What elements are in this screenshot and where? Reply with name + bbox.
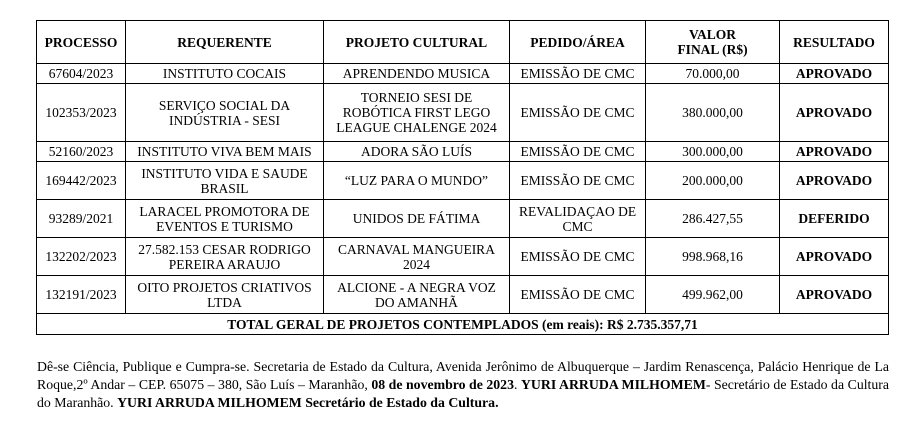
cell-processo: 132202/2023	[37, 238, 126, 276]
footer-date: 08 de novembro de 2023	[371, 377, 514, 392]
cell-processo: 52160/2023	[37, 142, 126, 162]
cell-requerente: 27.582.153 CESAR RODRIGO PEREIRA ARAUJO	[126, 238, 324, 276]
cell-valor: 998.968,16	[646, 238, 780, 276]
header-valor-line2: FINAL (R$)	[677, 42, 748, 57]
cell-processo: 93289/2021	[37, 200, 126, 238]
cell-processo: 102353/2023	[37, 84, 126, 142]
header-requerente: REQUERENTE	[126, 21, 324, 64]
cell-pedido: EMISSÃO DE CMC	[510, 238, 646, 276]
cell-requerente: INSTITUTO COCAIS	[126, 64, 324, 84]
cell-requerente: LARACEL PROMOTORA DE EVENTOS E TURISMO	[126, 200, 324, 238]
table-header-row	[37, 21, 889, 64]
cell-projeto: ALCIONE - A NEGRA VOZ DO AMANHÃ	[324, 276, 510, 314]
cell-valor: 286.427,55	[646, 200, 780, 238]
cell-projeto: TORNEIO SESI DE ROBÓTICA FIRST LEGO LEAGUE CHALENGE 2024	[324, 84, 510, 142]
cell-pedido: EMISSÃO DE CMC	[510, 162, 646, 200]
projects-table	[36, 20, 889, 335]
cell-pedido: EMISSÃO DE CMC	[510, 84, 646, 142]
cell-resultado: APROVADO	[780, 276, 889, 314]
cell-projeto: APRENDENDO MUSICA	[324, 64, 510, 84]
table-row	[37, 142, 889, 162]
cell-valor: 380.000,00	[646, 84, 780, 142]
footer-text-3: - Secretário de Estado da Cultura do Maranhão.	[37, 377, 889, 410]
cell-valor: 300.000,00	[646, 142, 780, 162]
table-row	[37, 84, 889, 142]
cell-pedido: EMISSÃO DE CMC	[510, 276, 646, 314]
cell-projeto: ADORA SÃO LUÍS	[324, 142, 510, 162]
footer-signature: YURI ARRUDA MILHOMEM Secretário de Estado da Cultura.	[117, 395, 499, 410]
table-row	[37, 64, 889, 84]
table-row	[37, 162, 889, 200]
table-row	[37, 200, 889, 238]
cell-pedido: EMISSÃO DE CMC	[510, 142, 646, 162]
cell-requerente: OITO PROJETOS CRIATIVOS LTDA	[126, 276, 324, 314]
cell-processo: 132191/2023	[37, 276, 126, 314]
cell-valor: 70.000,00	[646, 64, 780, 84]
table-row	[37, 276, 889, 314]
cell-pedido: EMISSÃO DE CMC	[510, 64, 646, 84]
table-row	[37, 238, 889, 276]
header-valor	[646, 21, 780, 64]
footer-paragraph	[37, 358, 889, 412]
header-pedido: PEDIDO/ÁREA	[510, 21, 646, 64]
cell-resultado: DEFERIDO	[780, 200, 889, 238]
header-resultado: RESULTADO	[780, 21, 889, 64]
cell-projeto: CARNAVAL MANGUEIRA 2024	[324, 238, 510, 276]
cell-projeto: “LUZ PARA O MUNDO”	[324, 162, 510, 200]
cell-resultado: APROVADO	[780, 64, 889, 84]
total-cell: TOTAL GERAL DE PROJETOS CONTEMPLADOS (em reais): R$ 2.735.357,71	[37, 314, 889, 335]
header-valor-line1: VALOR	[688, 27, 736, 42]
cell-resultado: APROVADO	[780, 142, 889, 162]
cell-resultado: APROVADO	[780, 238, 889, 276]
cell-resultado: APROVADO	[780, 84, 889, 142]
cell-pedido: REVALIDAÇAO DE CMC	[510, 200, 646, 238]
cell-resultado: APROVADO	[780, 162, 889, 200]
footer-text-1: Dê-se Ciência, Publique e Cumpra-se. Secretaria de Estado da Cultura, Avenida Jerônimo de Albuquerque – Jardim Renascença, Palácio Henrique de La Roque,2º Andar – CEP. 65075 – 380, São Luís – Maranhão,	[37, 359, 889, 392]
cell-requerente: INSTITUTO VIDA E SAUDE BRASIL	[126, 162, 324, 200]
cell-projeto: UNIDOS DE FÁTIMA	[324, 200, 510, 238]
footer-name-1: YURI ARRUDA MILHOMEM	[520, 377, 706, 392]
header-processo: PROCESSO	[37, 21, 126, 64]
cell-valor: 200.000,00	[646, 162, 780, 200]
cell-valor: 499.962,00	[646, 276, 780, 314]
cell-processo: 67604/2023	[37, 64, 126, 84]
cell-requerente: INSTITUTO VIVA BEM MAIS	[126, 142, 324, 162]
footer-text-2: .	[513, 377, 521, 392]
total-row	[37, 314, 889, 335]
cell-requerente: SERVIÇO SOCIAL DA INDÚSTRIA - SESI	[126, 84, 324, 142]
header-projeto: PROJETO CULTURAL	[324, 21, 510, 64]
cell-processo: 169442/2023	[37, 162, 126, 200]
